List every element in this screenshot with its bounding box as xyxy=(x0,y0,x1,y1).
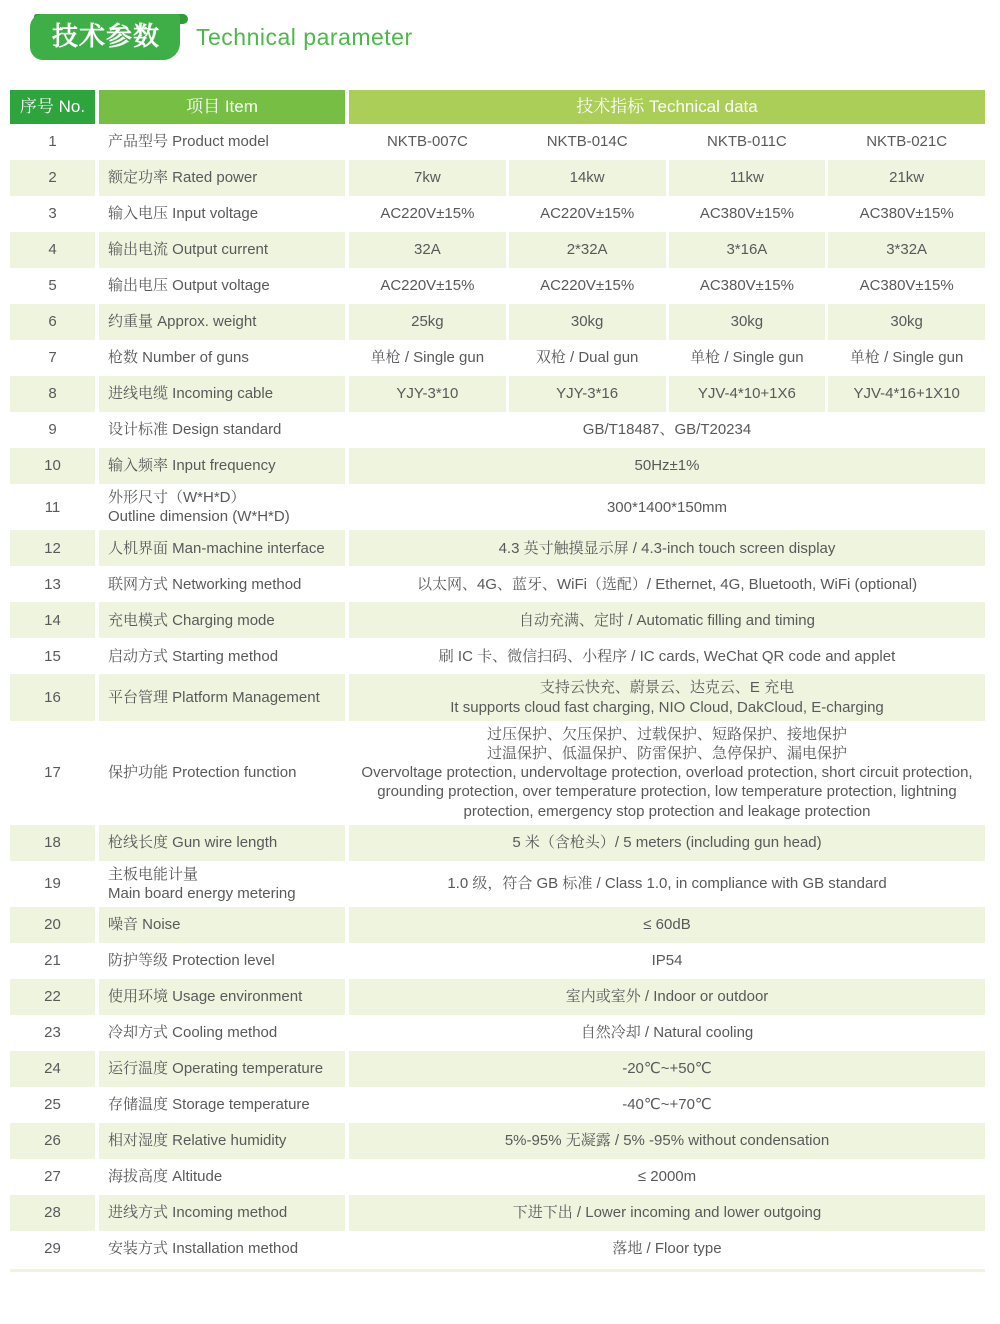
row-no: 29 xyxy=(44,1240,61,1258)
row-value-span: -40℃~+70℃ xyxy=(622,1096,712,1114)
row-value-span: ≤ 60dB xyxy=(349,907,985,943)
table-row xyxy=(10,376,985,412)
row-value-cell: YJV-4*16+1X10 xyxy=(828,376,985,412)
row-value-cell: 3*16A xyxy=(669,232,826,268)
row-values xyxy=(349,825,985,861)
row-no: 4 xyxy=(10,232,95,268)
row-values xyxy=(349,376,985,412)
row-no: 18 xyxy=(10,825,95,861)
row-values xyxy=(349,861,985,907)
row-values xyxy=(349,196,985,232)
row-values xyxy=(349,124,985,160)
row-value-cell: NKTB-014C xyxy=(546,133,628,151)
row-no: 27 xyxy=(44,1168,61,1186)
table-row xyxy=(10,566,985,602)
row-item: 存储温度 Storage temperature xyxy=(108,1096,310,1114)
row-item: 防护等级 Protection level xyxy=(108,952,275,970)
table-row xyxy=(10,907,985,943)
row-values xyxy=(349,448,985,484)
row-no: 17 xyxy=(44,764,61,782)
row-value-span: 支持云快充、蔚景云、达克云、E 充电 It supports cloud fast charging, NIO Cloud, DakCloud, E-charging xyxy=(349,674,985,720)
row-value-cell: NKTB-007C xyxy=(386,133,468,151)
table-row xyxy=(10,160,985,196)
row-value-cell: 21kw xyxy=(828,160,985,196)
row-values xyxy=(349,602,985,638)
row-no: 3 xyxy=(48,205,57,223)
table-header-row xyxy=(10,90,985,124)
row-value-cell: YJY-3*10 xyxy=(349,376,506,412)
row-no: 15 xyxy=(44,647,61,665)
row-value-cell: AC380V±15% xyxy=(699,277,794,295)
row-item: 噪音 Noise xyxy=(99,907,345,943)
row-value-cell: AC380V±15% xyxy=(699,205,794,223)
row-item: 保护功能 Protection function xyxy=(108,764,297,782)
table-row xyxy=(10,268,985,304)
row-values xyxy=(349,160,985,196)
table-row xyxy=(10,232,985,268)
row-value-span: 5%-95% 无凝露 / 5% -95% without condensation xyxy=(349,1123,985,1159)
row-value-cell: 30kg xyxy=(669,304,826,340)
row-value-cell: 单枪 / Single gun xyxy=(370,349,485,367)
row-item: 主板电能计量 Main board energy metering xyxy=(108,865,296,902)
row-no: 5 xyxy=(48,277,57,295)
row-values xyxy=(349,943,985,979)
spec-table xyxy=(10,90,985,1272)
row-no: 21 xyxy=(44,952,61,970)
row-values xyxy=(349,638,985,674)
table-bottom-divider xyxy=(10,1269,985,1272)
row-item: 输出电流 Output current xyxy=(99,232,345,268)
row-value-span: GB/T18487、GB/T20234 xyxy=(582,421,752,439)
row-item: 输入电压 Input voltage xyxy=(108,205,259,223)
row-item: 平台管理 Platform Management xyxy=(99,674,345,720)
row-values xyxy=(349,1159,985,1195)
row-value-span: 以太网、4G、蓝牙、WiFi（选配）/ Ethernet, 4G, Bluetooth, WiFi (optional) xyxy=(416,575,918,593)
table-row xyxy=(10,412,985,448)
table-row xyxy=(10,1123,985,1159)
row-item: 进线电缆 Incoming cable xyxy=(99,376,345,412)
row-value-span: 下进下出 / Lower incoming and lower outgoing xyxy=(349,1195,985,1231)
section-header xyxy=(30,14,1000,60)
row-value-span: 5 米（含枪头）/ 5 meters (including gun head) xyxy=(349,825,985,861)
row-item: 使用环境 Usage environment xyxy=(99,979,345,1015)
table-row xyxy=(10,196,985,232)
row-value-span: 落地 / Floor type xyxy=(612,1240,722,1258)
row-item: 相对湿度 Relative humidity xyxy=(99,1123,345,1159)
row-item: 冷却方式 Cooling method xyxy=(108,1024,278,1042)
row-value-cell: 32A xyxy=(349,232,506,268)
row-no: 28 xyxy=(10,1195,95,1231)
row-value-cell: AC220V±15% xyxy=(380,277,475,295)
row-values xyxy=(349,1123,985,1159)
row-value-cell: 25kg xyxy=(349,304,506,340)
row-item: 外形尺寸（W*H*D） Outline dimension (W*H*D) xyxy=(108,489,290,526)
row-no: 16 xyxy=(10,674,95,720)
table-row xyxy=(10,448,985,484)
row-value-span: 自然冷却 / Natural cooling xyxy=(580,1024,754,1042)
row-no: 9 xyxy=(48,421,57,439)
row-values xyxy=(349,484,985,530)
row-no: 10 xyxy=(10,448,95,484)
row-item: 进线方式 Incoming method xyxy=(99,1195,345,1231)
row-item: 充电模式 Charging mode xyxy=(99,602,345,638)
table-row xyxy=(10,304,985,340)
row-value-cell: AC380V±15% xyxy=(859,205,954,223)
row-value-span: 刷 IC 卡、微信扫码、小程序 / IC cards, WeChat QR code and applet xyxy=(438,647,896,665)
row-value-span: 室内或室外 / Indoor or outdoor xyxy=(349,979,985,1015)
table-row xyxy=(10,825,985,861)
row-values xyxy=(349,232,985,268)
row-values xyxy=(349,268,985,304)
row-no: 25 xyxy=(44,1096,61,1114)
row-no: 20 xyxy=(10,907,95,943)
row-item: 安装方式 Installation method xyxy=(108,1240,299,1258)
row-value-cell: AC380V±15% xyxy=(859,277,954,295)
row-value-span: 4.3 英寸触摸显示屏 / 4.3-inch touch screen display xyxy=(349,530,985,566)
section-title-badge xyxy=(30,14,180,60)
col-header-tech: 技术指标 Technical data xyxy=(349,90,985,124)
col-header-no: 序号 No. xyxy=(10,90,95,124)
table-row xyxy=(10,602,985,638)
row-value-cell: YJV-4*10+1X6 xyxy=(669,376,826,412)
table-row xyxy=(10,1087,985,1123)
row-value-span: -20℃~+50℃ xyxy=(349,1051,985,1087)
section-title-en: Technical parameter xyxy=(196,23,413,50)
row-item: 设计标准 Design standard xyxy=(108,421,282,439)
row-no: 19 xyxy=(44,875,61,893)
row-value-span: 过压保护、欠压保护、过载保护、短路保护、接地保护 过温保护、低温保护、防雷保护、急停保护、漏电保护 Overvoltage protection, undervoltage protection, overload protection, short circuit protection, grounding protection, over temperature protection, low temperature protection, lightning protection, emergency stop protection and leakage protection xyxy=(361,725,973,820)
row-item: 约重量 Approx. weight xyxy=(99,304,345,340)
row-values xyxy=(349,304,985,340)
row-value-span: IP54 xyxy=(651,952,683,970)
row-values xyxy=(349,1195,985,1231)
row-item: 输出电压 Output voltage xyxy=(108,277,270,295)
row-no: 14 xyxy=(10,602,95,638)
row-no: 13 xyxy=(44,575,61,593)
row-value-cell: 30kg xyxy=(509,304,666,340)
table-row xyxy=(10,1231,985,1267)
table-row xyxy=(10,1159,985,1195)
row-values xyxy=(349,674,985,720)
row-value-span: 1.0 级，符合 GB 标准 / Class 1.0, in compliance with GB standard xyxy=(447,875,887,893)
row-no: 22 xyxy=(10,979,95,1015)
row-item: 枪线长度 Gun wire length xyxy=(99,825,345,861)
row-no: 8 xyxy=(10,376,95,412)
row-values xyxy=(349,907,985,943)
row-values xyxy=(349,1015,985,1051)
row-no: 2 xyxy=(10,160,95,196)
table-body xyxy=(10,124,985,1267)
row-value-span: 50Hz±1% xyxy=(349,448,985,484)
table-row xyxy=(10,484,985,530)
table-row xyxy=(10,861,985,907)
table-row xyxy=(10,124,985,160)
row-values xyxy=(349,1051,985,1087)
row-value-cell: 单枪 / Single gun xyxy=(690,349,804,367)
row-values xyxy=(349,412,985,448)
row-no: 11 xyxy=(44,498,61,516)
row-values xyxy=(349,1087,985,1123)
row-value-cell: 7kw xyxy=(349,160,506,196)
row-item: 额定功率 Rated power xyxy=(99,160,345,196)
table-row xyxy=(10,530,985,566)
row-values xyxy=(349,340,985,376)
table-row xyxy=(10,943,985,979)
row-no: 6 xyxy=(10,304,95,340)
row-value-span: 自动充满、定时 / Automatic filling and timing xyxy=(349,602,985,638)
row-item: 运行温度 Operating temperature xyxy=(99,1051,345,1087)
row-values xyxy=(349,721,985,825)
row-values xyxy=(349,1231,985,1267)
row-values xyxy=(349,979,985,1015)
row-value-cell: 2*32A xyxy=(509,232,666,268)
row-value-cell: 3*32A xyxy=(828,232,985,268)
row-value-cell: 双枪 / Dual gun xyxy=(535,349,639,367)
row-value-span: 300*1400*150mm xyxy=(606,498,728,516)
row-no: 12 xyxy=(10,530,95,566)
row-item: 产品型号 Product model xyxy=(108,133,269,151)
row-no: 24 xyxy=(10,1051,95,1087)
row-value-cell: NKTB-011C xyxy=(707,133,787,151)
row-item: 海拔高度 Altitude xyxy=(108,1168,223,1186)
table-row xyxy=(10,721,985,825)
row-value-cell: AC220V±15% xyxy=(540,277,635,295)
row-item: 启动方式 Starting method xyxy=(108,647,279,665)
row-item: 枪数 Number of guns xyxy=(108,349,249,367)
row-value-cell: 30kg xyxy=(828,304,985,340)
row-no: 23 xyxy=(44,1024,61,1042)
row-value-cell: AC220V±15% xyxy=(380,205,475,223)
row-values xyxy=(349,566,985,602)
row-value-cell: 11kw xyxy=(669,160,826,196)
row-value-cell: 14kw xyxy=(509,160,666,196)
row-no: 1 xyxy=(48,133,57,151)
row-item: 人机界面 Man-machine interface xyxy=(99,530,345,566)
row-value-cell: AC220V±15% xyxy=(540,205,635,223)
table-row xyxy=(10,979,985,1015)
row-value-cell: 单枪 / Single gun xyxy=(849,349,964,367)
table-row xyxy=(10,674,985,720)
table-row xyxy=(10,1195,985,1231)
row-values xyxy=(349,530,985,566)
table-row xyxy=(10,638,985,674)
row-no: 7 xyxy=(48,349,57,367)
table-row xyxy=(10,1015,985,1051)
row-no: 26 xyxy=(10,1123,95,1159)
section-title-zh: 技术参数 xyxy=(30,14,180,60)
row-item: 输入频率 Input frequency xyxy=(99,448,345,484)
row-value-cell: NKTB-021C xyxy=(866,133,948,151)
row-item: 联网方式 Networking method xyxy=(108,575,302,593)
row-value-cell: YJY-3*16 xyxy=(509,376,666,412)
table-row xyxy=(10,340,985,376)
col-header-item: 项目 Item xyxy=(99,90,345,124)
row-value-span: ≤ 2000m xyxy=(637,1168,697,1186)
table-row xyxy=(10,1051,985,1087)
